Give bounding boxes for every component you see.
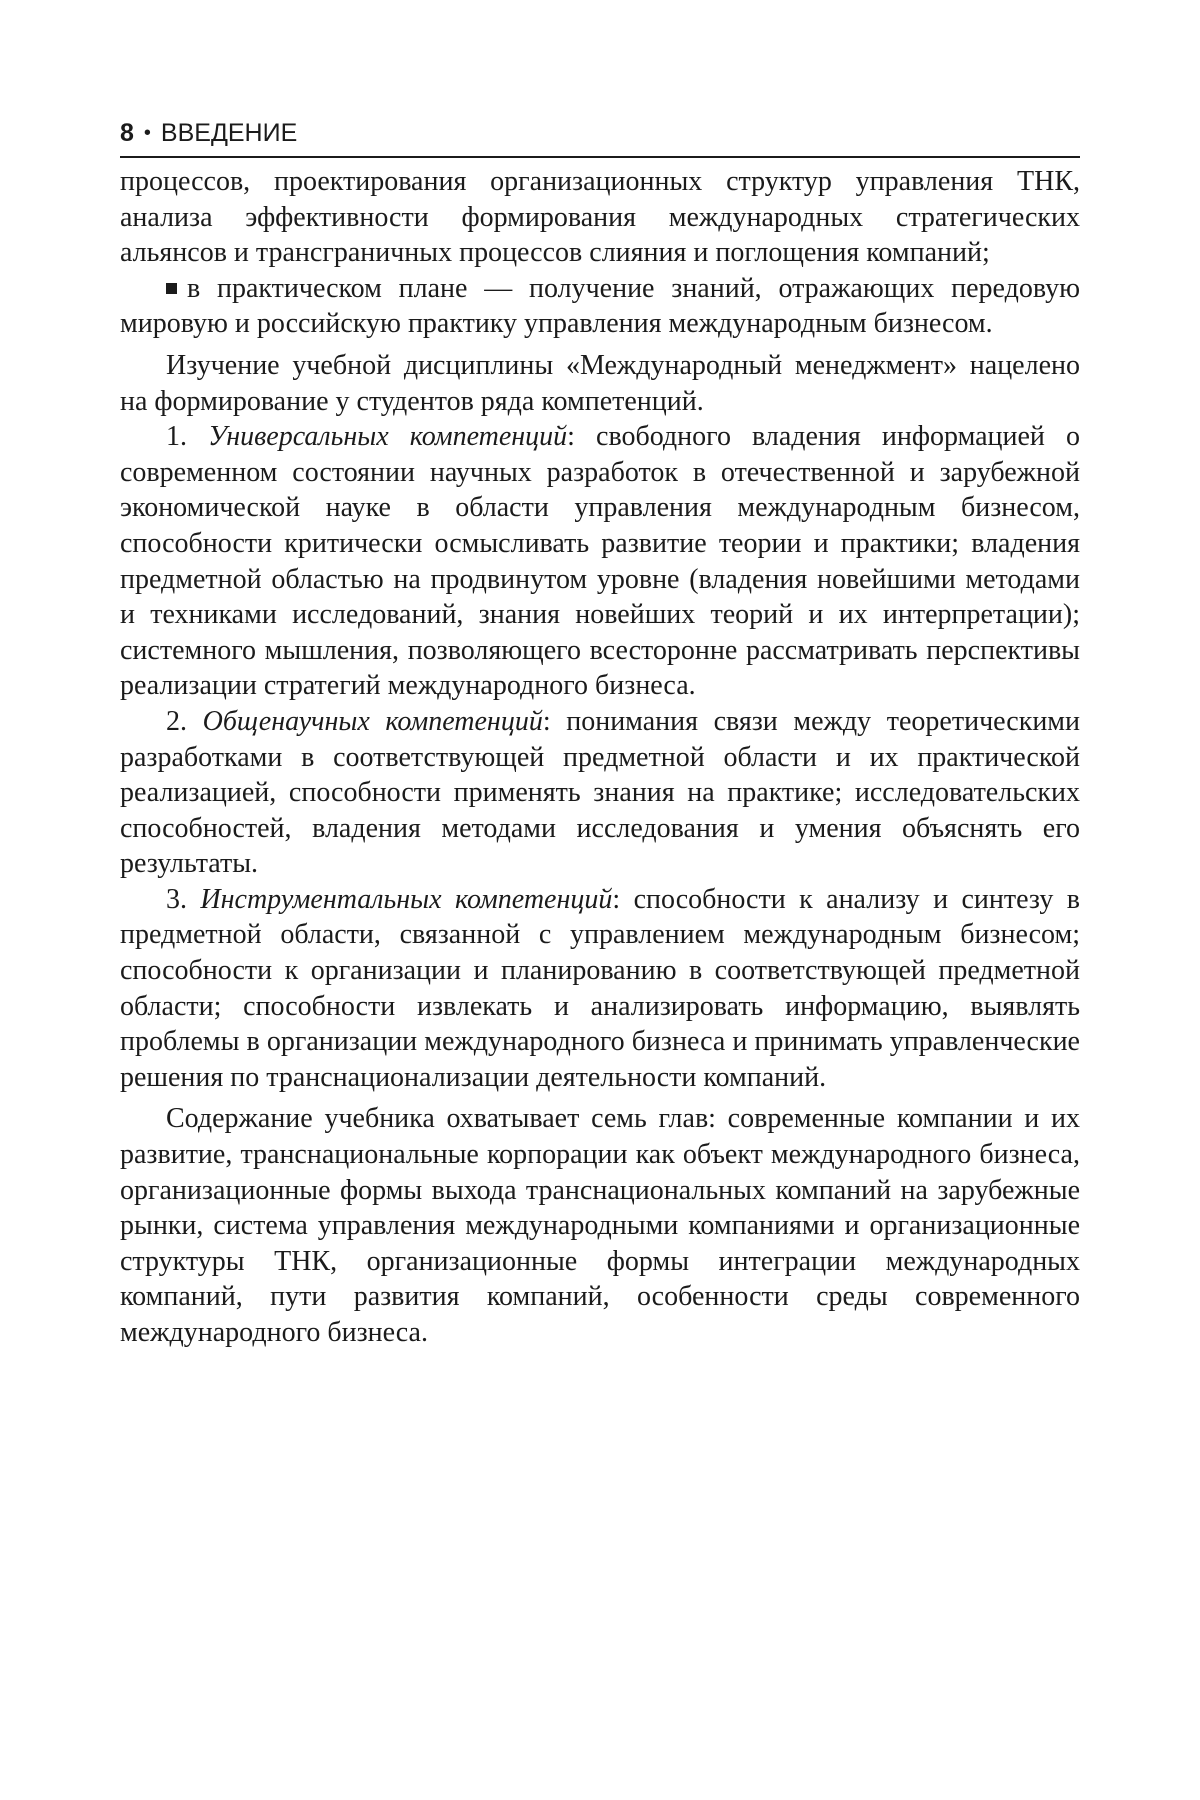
list-number: 2. bbox=[166, 705, 187, 737]
paragraph-general-competencies bbox=[120, 704, 1080, 882]
book-page bbox=[120, 118, 1080, 1351]
paragraph-competencies-intro: Изучение учебной дисциплины «Международный менеджмент» нацелено на формирование у студентов ряда компетенций. bbox=[120, 349, 1080, 417]
bullet-text: в практическом плане — получение знаний, отражающих передовую мировую и российскую практику управления международным бизнесом. bbox=[120, 272, 1080, 340]
body-text bbox=[120, 164, 1080, 1351]
header-separator: • bbox=[143, 122, 151, 144]
paragraph-bullet-practical bbox=[120, 271, 1080, 342]
competency-text: : понимания связи между теоретическими разработками в соответствующей предметной области и их практической реализацией, способности применять знания на практике; исследовательских способностей, владения методами исследования и умения объяснять его результаты. bbox=[120, 705, 1081, 880]
competency-term: Общенаучных компетенций bbox=[202, 705, 543, 737]
running-head bbox=[120, 118, 1080, 158]
section-title: ВВЕДЕНИЕ bbox=[160, 119, 298, 147]
competency-text: : свободного владения информацией о современном состоянии научных разработок в отечественной и зарубежной экономической науке в области управления международным бизнесом, способности критически осмысливать развитие теории и практики; владения предметной областью на продвинутом уровне (владения новейшими методами и техниками исследований, знания новейших теорий и их интерпретации); системного мышления, позволяющего всесторонне рассматривать перспективы реализации стратегий международного бизнеса. bbox=[120, 421, 1081, 702]
paragraph-instrumental-competencies bbox=[120, 882, 1080, 1096]
competency-text: : способности к анализу и синтезу в предметной области, связанной с управлением международным бизнесом; способности к организации и планированию в соответствующей предметной области; способности извлекать и анализировать информацию, выявлять проблемы в организации международного бизнеса и принимать управленческие решения по транснационализации деятельности компаний. bbox=[120, 883, 1081, 1093]
paragraph-textbook-contents: Содержание учебника охватывает семь глав: современные компании и их развитие, транснациональные корпорации как объект международного бизнеса, организационные формы выхода транснациональных компаний на зарубежные рынки, система управления международными компаниями и организационные структуры ТНК, организационные формы интеграции международных компаний, пути развития компаний, особенности среды современного международного бизнеса. bbox=[120, 1103, 1080, 1348]
square-bullet-icon bbox=[166, 283, 177, 294]
competency-term: Универсальных компетенций bbox=[208, 421, 568, 453]
page-number: 8 bbox=[120, 119, 134, 147]
list-number: 1. bbox=[166, 421, 187, 453]
paragraph-continuation: процессов, проектирования организационных структур управления ТНК, анализа эффективности формирования международных стратегических альянсов и трансграничных процессов слияния и поглощения компаний; bbox=[120, 166, 1080, 269]
competency-term: Инструментальных компетенций bbox=[200, 883, 613, 915]
list-number: 3. bbox=[166, 883, 187, 915]
paragraph-universal-competencies bbox=[120, 419, 1080, 704]
